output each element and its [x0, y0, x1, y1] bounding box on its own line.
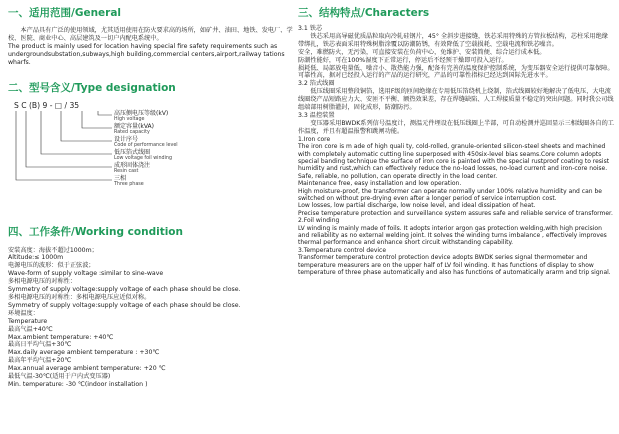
- en-line: Transformer temperature control protection device adopts BWDK series signal thermometer and temperature measurers are on the upper half of LV foil winding. It has functions of display to show temperature of three phase automatically and also has functions of automatically ararm and trip signal.: [298, 254, 611, 276]
- section-working-condition-title: 四、工作条件/Working condition: [8, 225, 183, 238]
- wc-line: 多相电源电压的对称性：多相电源电压应近似对称。: [8, 293, 151, 301]
- type-designation-diagram: [8, 101, 293, 219]
- section-type-designation-title: 二、型号含义/Type designation: [8, 81, 176, 94]
- general-cn-text: 本产品具有广泛的使用领域，尤其适用使用在防火要求高的场所，如矿井、油田、地铁、发电厂、学校、医院、商业中心、高层建筑及一切户内配电系统中。: [8, 27, 293, 42]
- en-line: 3.Temperature control device: [298, 246, 387, 254]
- wc-line: 电源电压的波形：似于正弦波；: [8, 262, 95, 270]
- type-code: S C (B) 9 - □ / 35: [14, 100, 80, 110]
- char-paragraph: 变压器采用BWDK系列信号温度计，测温元件埋设在低压线圈上半部，可自动检测并巡回显示三相线圈各自的工作温度，并且有超温报警和跳闸功能。: [298, 119, 614, 135]
- char-paragraph: 可靠性高，据对已经投入运行的产品的运行研究，产品的可靠性指标已经达到国际先进水平。: [298, 72, 552, 80]
- wc-line: 多相电源电压的对称性：: [8, 278, 77, 286]
- wc-line: Symmetry of supply voltage:supply voltage of each phase should be close.: [8, 301, 241, 309]
- left-column: [8, 6, 293, 389]
- char-paragraph: 铁芯采用高导磁优质晶粒取向冷轧硅钢片，45° 全斜步进接缝，铁芯采用特殊的方管拉板结构，芯柱采用绝缘带绑扎，铁芯表面采用特殊树脂涂覆以防潮防锈，有效降低了空载损耗、空载电流和铁芯噪音。: [298, 32, 608, 48]
- wc-line: 最高气温+40℃: [8, 325, 53, 333]
- section-characters-title: 三、结构特点/Characters: [298, 7, 430, 19]
- wc-line: Altitude:≤ 1000m: [8, 254, 64, 262]
- working-condition-list: [8, 247, 293, 389]
- wc-line: Temperature: [8, 317, 48, 325]
- en-line: Maintenance free, easy installation and low operation.: [298, 180, 462, 188]
- char-paragraph: 低压线圈采用整段铜箔，选用F级的匝间绝缘在专用低压箔绕机上绕制，箔式线圈较好地解决了低电压，大电流线圈绕产品短路应力大、安匝不平衡、额热效果差，存在焊缝缺陷、人工焊接质量不稳定的突出问题。同时我公司线组端部用树脂灌封，固化成形，防潮防污。: [298, 88, 614, 112]
- wc-line: 安装高度：海拔不超过1000m；: [8, 246, 98, 254]
- subheading-iron-core: 3.1 铁芯: [298, 25, 323, 32]
- wc-line: 最低气温-30℃(适用于户内式变压器): [8, 373, 111, 381]
- section-general-title: 一、适用范围/General: [8, 7, 122, 19]
- en-line: Low losses, low partial discharge, low noise level, and ideal dissipation of heat.: [298, 202, 536, 210]
- char-paragraph: 损耗低、局部放电量低、噪音小、散热能力强，配备有完善的温度保护控制系统，为变压器安全运行提供可靠保障。: [298, 64, 614, 72]
- wc-line: 最高日平均气温+30℃: [8, 341, 72, 349]
- label-high-voltage: 高压侧电压等级(kV) High voltage: [114, 109, 169, 123]
- wc-line: Min. temperature: -30 ℃(indoor installation ): [8, 380, 148, 388]
- characters-body: [298, 25, 614, 136]
- en-line: Precise temperature protection and surveillance system assures safe and reliable service of transformer.: [298, 209, 613, 217]
- en-line: 1.Iron core: [298, 135, 331, 143]
- char-paragraph: 安全，难燃防火，无污染，可直接安装在负荷中心，免维护、安装简便、综合运行成本低。: [298, 48, 546, 56]
- char-paragraph: 防潮性能好，可在100%湿度下正常运行，停运后不经预干燥即可投入运行。: [298, 56, 508, 64]
- wc-line: Max.daily average ambient temperature : +30℃: [8, 349, 160, 357]
- en-line: High moisture-proof, the transformer can operate normally under 100% relative humidity and can be switched on without pre-drying even after a longer period of service interruption cost.: [298, 187, 602, 202]
- wc-line: Max.ambient temperature: +40℃: [8, 333, 114, 341]
- wc-line: 环境温度：: [8, 309, 39, 317]
- general-en-text: The product is mainly used for location having special fire safety requirements such as undergroundsubstation,subways,high building,commercial centers,airport,railway tations wharfs.: [8, 42, 285, 66]
- label-resin-cast: 成形固体浇注 Resin cast: [114, 161, 151, 175]
- wc-line: Wave-form of supply voltage :similar to sine-wave: [8, 270, 164, 278]
- label-three-phase: 三相 Three phase: [114, 174, 144, 188]
- en-line: The iron core is m ade of high quali ty, cold-rolled, granule-oriented silicon-steel sheets and machined with completely automatic cutting line superposed with 450six-level bias seams.Core column adopts special banding technique the surface of iron core is painted with the special rustproof coating to resist humidity and rust,which can effectively reduce the no-load losses, no-load current and iron-core noise.: [298, 143, 610, 173]
- label-rated-capacity: 额定容量(kVA) Rated capacity: [114, 122, 154, 136]
- wc-line: 最高年平均气温+20℃: [8, 357, 72, 365]
- characters-english-body: [298, 136, 614, 277]
- en-line: LV winding is mainly made of foils. It adopts interior argon gas protection welding,with high precision and reliability as no external welding joint. It solves the winding turns imbalance , effectively improves thermal performance and enhance short circuit withstanding capability.: [298, 224, 607, 247]
- subheading-foil-winding: 3.2 箔式线圈: [298, 80, 335, 88]
- wc-line: Symmetry of supply voltage:supply voltage of each phase should be close.: [8, 286, 241, 294]
- wc-line: Max.annual average ambient temperature: +20 ℃: [8, 365, 166, 373]
- subheading-temperature-control: 3.3 温控装置: [298, 111, 335, 119]
- right-column: [298, 6, 614, 276]
- en-line: 2.Foil winding: [298, 217, 340, 225]
- label-performance-level: 设计序号 Code of performance level: [114, 135, 178, 149]
- label-foil-winding: 低压箔式线圈 Low voltage foil winding: [114, 148, 172, 162]
- en-line: Safe, reliable, no pollution, can operate directly in the load center.: [298, 172, 498, 180]
